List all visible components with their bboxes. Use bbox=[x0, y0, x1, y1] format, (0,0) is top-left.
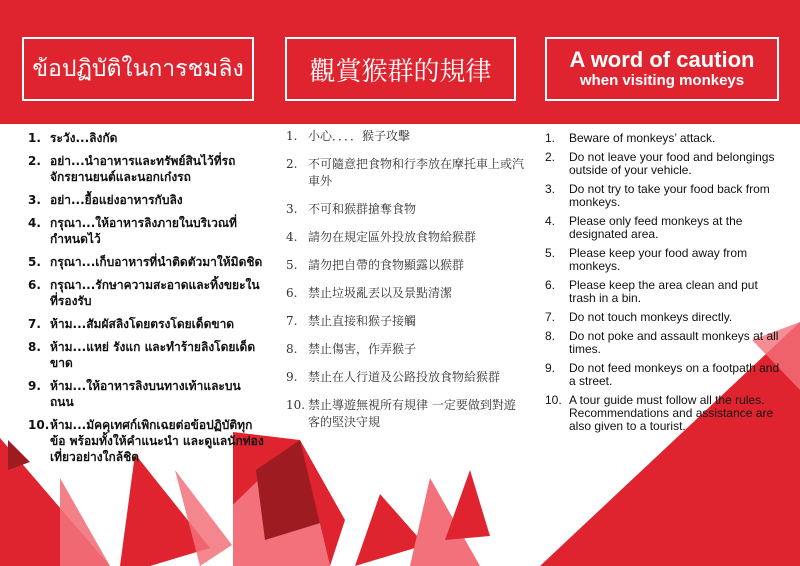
list-item bbox=[28, 130, 264, 146]
item-text: อย่า...นำอาหารและทรัพย์สินไว้ที่รถจักรยานยนต์และนอกเก๋งรถ bbox=[50, 154, 236, 184]
list-item bbox=[28, 316, 264, 332]
list-item bbox=[286, 229, 526, 246]
item-text: ห้าม...แหย่ รังแก และทำร้ายลิงโดยเด็ดขาด bbox=[50, 340, 256, 370]
item-number: 4. bbox=[28, 216, 41, 230]
item-text: A tour guide must follow all the rules. Recommendations and assistance are also given to a tourist. bbox=[569, 393, 774, 433]
list-item bbox=[28, 192, 264, 208]
item-text: Do not leave your food and belongings outside of your vehicle. bbox=[569, 150, 775, 177]
list-item bbox=[28, 417, 264, 465]
item-number: 4. bbox=[545, 214, 556, 228]
thai-rules-list bbox=[28, 130, 264, 472]
list-item bbox=[28, 378, 264, 410]
item-number: 1. bbox=[545, 131, 556, 145]
item-text: ห้าม...สัมผัสลิงโดยตรงโดยเด็ดขาด bbox=[50, 317, 235, 331]
item-number: 2. bbox=[28, 154, 41, 168]
item-text: 請勿在規定區外投放食物給猴群 bbox=[308, 230, 477, 244]
item-text: ห้าม...ให้อาหารลิงบนทางเท้าและบนถนน bbox=[50, 379, 241, 409]
list-item bbox=[286, 201, 526, 218]
list-item bbox=[545, 151, 780, 177]
item-number: 8. bbox=[545, 329, 556, 343]
list-item bbox=[286, 156, 526, 190]
list-item bbox=[286, 313, 526, 330]
item-number: 1. bbox=[286, 129, 298, 143]
item-number: 1. bbox=[28, 131, 41, 145]
list-item bbox=[28, 254, 264, 270]
item-text: Do not poke and assault monkeys at all times. bbox=[569, 329, 779, 356]
item-number: 6. bbox=[545, 278, 556, 292]
item-text: ห้าม...มัคคุเทศก์เพิกเฉยต่อข้อปฏิบัติทุกข้อ พร้อมทั้งให้คำแนะนำ และดูแลนักท่องเที่ยวอย่างใกล้ชิด bbox=[50, 418, 264, 464]
item-number: 7. bbox=[28, 317, 41, 331]
item-number: 3. bbox=[545, 182, 556, 196]
list-item bbox=[545, 247, 780, 273]
triangle-shape bbox=[8, 440, 30, 470]
item-text: Please keep the area clean and put trash in a bin. bbox=[569, 278, 758, 305]
item-number: 10. bbox=[28, 418, 50, 432]
item-text: 禁止直接和猴子接觸 bbox=[308, 314, 417, 328]
item-number: 8. bbox=[28, 340, 41, 354]
chinese-title bbox=[285, 37, 516, 101]
list-item bbox=[545, 394, 780, 433]
list-item bbox=[545, 311, 780, 324]
list-item bbox=[28, 153, 264, 185]
list-item bbox=[286, 257, 526, 274]
item-text: 小心．．．．猴子攻擊 bbox=[308, 129, 411, 143]
item-text: Please keep your food away from monkeys. bbox=[569, 246, 748, 273]
item-number: 5. bbox=[545, 246, 556, 260]
item-number: 3. bbox=[286, 202, 298, 216]
item-text: 禁止導遊無視所有規律 一定要做到對遊客的堅決守規 bbox=[308, 398, 516, 429]
item-text: 不可和猴群搶奪食物 bbox=[308, 202, 417, 216]
item-number: 2. bbox=[545, 150, 556, 164]
item-number: 3. bbox=[28, 193, 41, 207]
item-number: 2. bbox=[286, 157, 298, 171]
item-text: Do not touch monkeys directly. bbox=[569, 310, 733, 324]
english-title-line2: when visiting monkeys bbox=[579, 72, 745, 89]
list-item bbox=[286, 128, 526, 145]
item-text: 禁止在人行道及公路投放食物給猴群 bbox=[308, 370, 501, 384]
chinese-rules-list bbox=[286, 128, 526, 442]
item-text: Please only feed monkeys at the designated area. bbox=[569, 214, 743, 241]
item-text: อย่า...ยื้อแย่งอาหารกับลิง bbox=[50, 193, 183, 207]
item-number: 6. bbox=[286, 286, 298, 300]
triangle-shape bbox=[60, 478, 110, 566]
item-text: Beware of monkeys’ attack. bbox=[569, 131, 716, 145]
item-number: 10. bbox=[545, 393, 562, 407]
item-number: 7. bbox=[286, 314, 298, 328]
item-text: 不可隨意把食物和行李放在摩托車上或汽車外 bbox=[308, 157, 525, 188]
item-number: 7. bbox=[545, 310, 556, 324]
thai-title-text: ข้อปฏิบัติในการชมลิง bbox=[32, 56, 244, 82]
item-text: 禁止垃圾亂丟以及景點清潔 bbox=[308, 286, 453, 300]
english-title bbox=[545, 37, 779, 101]
item-number: 4. bbox=[286, 230, 298, 244]
item-text: Do not feed monkeys on a footpath and a street. bbox=[569, 361, 780, 388]
item-text: 禁止傷害，作弄猴子 bbox=[308, 342, 417, 356]
item-number: 9. bbox=[286, 370, 298, 384]
item-number: 8. bbox=[286, 342, 298, 356]
list-item bbox=[545, 183, 780, 209]
list-item bbox=[286, 397, 526, 431]
item-number: 6. bbox=[28, 278, 41, 292]
item-number: 9. bbox=[545, 361, 556, 375]
item-number: 10. bbox=[286, 398, 306, 412]
item-text: กรุณา...รักษาความสะอาดและทิ้งขยะในที่รองรับ bbox=[50, 278, 260, 308]
list-item bbox=[545, 362, 780, 388]
item-number: 5. bbox=[286, 258, 298, 272]
list-item bbox=[28, 215, 264, 247]
item-text: กรุณา...เก็บอาหารที่นำติดตัวมาให้มิดชิด bbox=[50, 255, 263, 269]
list-item bbox=[545, 132, 780, 145]
item-text: Do not try to take your food back from monkeys. bbox=[569, 182, 770, 209]
list-item bbox=[545, 279, 780, 305]
triangle-shape bbox=[445, 470, 490, 540]
list-item bbox=[545, 330, 780, 356]
english-rules-list bbox=[545, 132, 780, 439]
item-number: 5. bbox=[28, 255, 41, 269]
item-text: ระวัง...ลิงกัด bbox=[50, 131, 118, 145]
list-item bbox=[545, 215, 780, 241]
item-text: 請勿把自帶的食物顯露以猴群 bbox=[308, 258, 465, 272]
english-title-line1: A word of caution bbox=[569, 47, 755, 72]
item-number: 9. bbox=[28, 379, 41, 393]
list-item bbox=[286, 285, 526, 302]
list-item bbox=[286, 369, 526, 386]
list-item bbox=[286, 341, 526, 358]
list-item bbox=[28, 339, 264, 371]
item-text: กรุณา...ให้อาหารลิงภายในบริเวณที่กำหนดไว้ bbox=[50, 216, 237, 246]
thai-title bbox=[22, 37, 254, 101]
chinese-title-text: 觀賞猴群的規律 bbox=[309, 56, 492, 87]
list-item bbox=[28, 277, 264, 309]
